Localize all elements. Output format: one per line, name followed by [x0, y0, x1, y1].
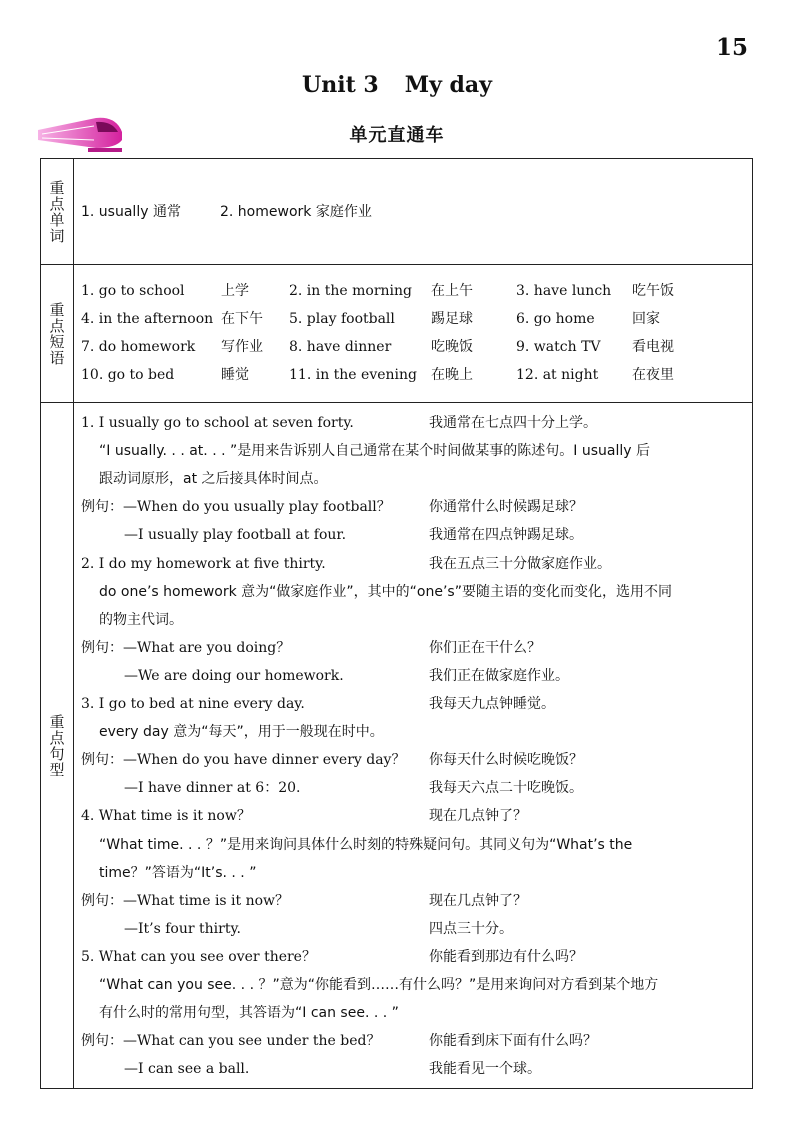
example-answer-en: —It’s four thirty. — [124, 921, 241, 937]
phrase-en: 12. at night — [516, 367, 599, 383]
phrases-row — [41, 265, 752, 403]
explanation-line: “What can you see. . . ？”意为“你能看到……有什么吗？”是用来询问对方看到某个地方 — [99, 977, 659, 993]
word-item: 1. usually 通常 — [81, 204, 181, 220]
sentence-en: 例句：—What can you see under the bed？ — [81, 1033, 381, 1049]
sentence-zh: 你们正在干什么？ — [429, 640, 541, 656]
phrase-en: 4. in the afternoon — [81, 311, 214, 327]
word-item: 2. homework 家庭作业 — [220, 204, 372, 220]
words-label: 重点单词 — [49, 178, 65, 245]
page-number: 15 — [715, 34, 748, 61]
sentence-zh: 我通常在四点钟踢足球。 — [429, 527, 583, 543]
example-answer-en: —I have dinner at 6：20. — [124, 780, 301, 796]
explanation-line: “I usually. . . at. . . ”是用来告诉别人自己通常在某个时间做某事的陈述句。I usually 后 — [99, 443, 650, 459]
example-answer-en: —I can see a ball. — [124, 1061, 250, 1077]
words-content — [74, 159, 752, 264]
sentences-content — [74, 403, 752, 1088]
sentence-zh: 你能看到床下面有什么吗？ — [429, 1033, 597, 1049]
sentence-zh: 我在五点三十分做家庭作业。 — [429, 556, 611, 572]
phrase-en: 11. in the evening — [289, 367, 417, 383]
phrase-en: 10. go to bed — [81, 367, 175, 383]
phrase-zh: 看电视 — [632, 339, 674, 355]
sentence-zh: 我能看见一个球。 — [429, 1061, 541, 1077]
explanation-line: “What time. . . ？”是用来询问具体什么时刻的特殊疑问句。其同义句为“What’s the — [99, 837, 633, 853]
sentences-row — [41, 403, 752, 1088]
phrase-zh: 上学 — [221, 283, 249, 299]
sentence-zh: 我每天六点二十吃晚饭。 — [429, 780, 583, 796]
example-answer-en: —We are doing our homework. — [124, 668, 344, 684]
sentence-en: 例句：—What are you doing？ — [81, 640, 291, 656]
phrases-label-cell — [41, 265, 74, 402]
example-answer-en: —I usually play football at four. — [124, 527, 347, 543]
explanation-line: time？”答语为“It’s. . . ” — [99, 865, 257, 881]
sentence-zh: 我通常在七点四十分上学。 — [429, 415, 597, 431]
sentence-zh: 你能看到那边有什么吗？ — [429, 949, 583, 965]
sentence-en: 2. I do my homework at five thirty. — [81, 556, 326, 572]
phrase-zh: 回家 — [632, 311, 660, 327]
phrase-en: 1. go to school — [81, 283, 185, 299]
phrase-en: 6. go home — [516, 311, 595, 327]
sentence-zh: 我们正在做家庭作业。 — [429, 668, 569, 684]
phrase-zh: 在上午 — [431, 283, 473, 299]
phrase-en: 3. have lunch — [516, 283, 612, 299]
phrase-zh: 吃晚饭 — [431, 339, 473, 355]
phrases-label: 重点短语 — [49, 300, 65, 367]
phrase-en: 9. watch TV — [516, 339, 601, 355]
page-title — [0, 72, 794, 98]
phrase-zh: 写作业 — [221, 339, 263, 355]
explanation-line: every day 意为“每天”，用于一般现在时中。 — [99, 724, 384, 740]
explanation-line: 有什么时的常用句型，其答语为“I can see. . . ” — [99, 1005, 399, 1021]
sentence-en: 5. What can you see over there？ — [81, 949, 316, 965]
phrase-en: 7. do homework — [81, 339, 196, 355]
words-label-cell — [41, 159, 74, 264]
phrases-content — [74, 265, 752, 402]
section-title: 单元直通车 — [349, 125, 445, 146]
sentence-zh: 四点三十分。 — [429, 921, 513, 937]
sentence-en: 4. What time is it now？ — [81, 808, 251, 824]
sentence-en: 例句：—What time is it now？ — [81, 893, 290, 909]
phrase-zh: 在下午 — [221, 311, 263, 327]
phrase-en: 5. play football — [289, 311, 395, 327]
sentence-zh: 你每天什么时候吃晚饭？ — [429, 752, 583, 768]
explanation-line: 的物主代词。 — [99, 612, 183, 628]
unit-label: Unit 3 — [302, 72, 379, 98]
sentences-label-cell — [41, 403, 74, 1088]
unit-title: My day — [404, 72, 492, 98]
sentence-zh: 现在几点钟了？ — [429, 893, 527, 909]
sentence-en: 例句：—When do you have dinner every day？ — [81, 752, 406, 768]
explanation-line: 跟动词原形，at 之后接具体时间点。 — [99, 471, 328, 487]
sentence-zh: 现在几点钟了？ — [429, 808, 527, 824]
sentence-en: 3. I go to bed at nine every day. — [81, 696, 305, 712]
sentence-en: 1. I usually go to school at seven forty. — [81, 415, 354, 431]
sentence-zh: 我每天九点钟睡觉。 — [429, 696, 555, 712]
explanation-line: do one’s homework 意为“做家庭作业”，其中的“one’s”要随主语的变化而变化，选用不同 — [99, 584, 672, 600]
sentence-zh: 你通常什么时候踢足球？ — [429, 499, 583, 515]
phrase-zh: 踢足球 — [431, 311, 473, 327]
content-table — [40, 158, 753, 1089]
phrase-zh: 在晚上 — [431, 367, 473, 383]
phrase-en: 2. in the morning — [289, 283, 412, 299]
phrase-en: 8. have dinner — [289, 339, 392, 355]
phrase-zh: 吃午饭 — [632, 283, 674, 299]
phrase-zh: 在夜里 — [632, 367, 674, 383]
sentence-en: 例句：—When do you usually play football？ — [81, 499, 391, 515]
sentences-label: 重点句型 — [49, 712, 65, 779]
words-row — [41, 159, 752, 265]
phrase-zh: 睡觉 — [221, 367, 249, 383]
